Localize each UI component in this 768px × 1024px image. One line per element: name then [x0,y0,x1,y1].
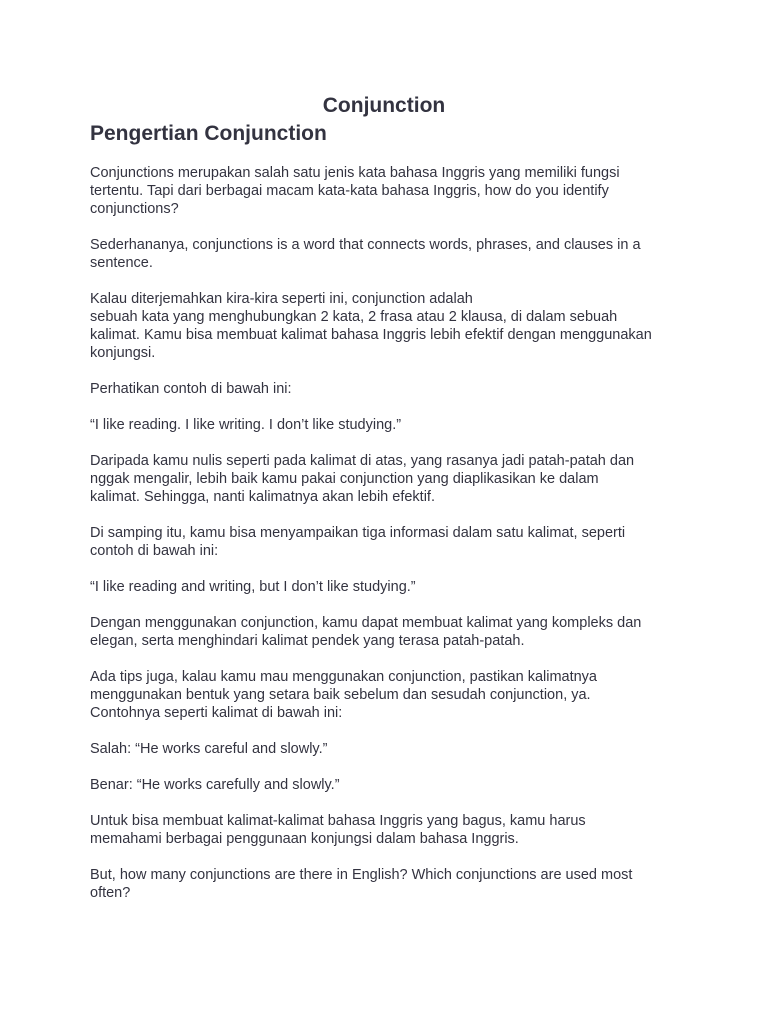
paragraph-line: menggunakan bentuk yang setara baik sebelum dan sesudah conjunction, ya. [90,687,591,703]
paragraph-line: Untuk bisa membuat kalimat-kalimat bahasa Inggris yang bagus, kamu harus [90,813,586,829]
paragraph-line: often? [90,885,131,901]
paragraph-line: memahami berbagai penggunaan konjungsi dalam bahasa Inggris. [90,831,519,847]
paragraph-line: kalimat. Kamu bisa membuat kalimat bahasa Inggris lebih efektif dengan menggunakan [90,327,652,343]
paragraph-question [90,866,690,902]
paragraph-line: But, how many conjunctions are there in English? Which conjunctions are used most [90,867,633,883]
paragraph-line: Sederhananya, conjunctions is a word that connects words, phrases, and clauses in a [90,237,641,253]
example-correct [90,776,690,794]
paragraph-explanation [90,452,690,506]
paragraph-line: nggak mengalir, lebih baik kamu pakai conjunction yang diaplikasikan ke dalam [90,471,599,487]
paragraph-line: Daripada kamu nulis seperti pada kalimat di atas, yang rasanya jadi patah-patah dan [90,453,635,469]
paragraph-definition-en [90,236,690,272]
paragraph-learning [90,812,690,848]
paragraph-tips [90,668,690,722]
paragraph-benefit [90,614,690,650]
paragraph-example-prompt [90,380,690,398]
example-sentence-choppy [90,416,690,434]
paragraph-definition-id [90,290,690,362]
paragraph-line: konjungsi. [90,345,156,361]
paragraph-line: Perhatikan contoh di bawah ini: [90,381,292,397]
paragraph-intro [90,164,690,218]
example-wrong [90,740,690,758]
paragraph-line: Dengan menggunakan conjunction, kamu dapat membuat kalimat yang kompleks dan [90,615,642,631]
paragraph-line: Contohnya seperti kalimat di bawah ini: [90,705,343,721]
paragraph-line: Di samping itu, kamu bisa menyampaikan tiga informasi dalam satu kalimat, seperti [90,525,626,541]
section-heading: Pengertian Conjunction [90,122,327,145]
paragraph-line: Conjunctions merupakan salah satu jenis kata bahasa Inggris yang memiliki fungsi [90,165,620,181]
paragraph-line: Salah: “He works careful and slowly.” [90,741,328,757]
paragraph-line: conjunctions? [90,201,179,217]
paragraph-line: sebuah kata yang menghubungkan 2 kata, 2 frasa atau 2 klausa, di dalam sebuah [90,309,618,325]
document-body [90,164,690,920]
paragraph-line: kalimat. Sehingga, nanti kalimatnya akan lebih efektif. [90,489,435,505]
paragraph-line: Ada tips juga, kalau kamu mau menggunakan conjunction, pastikan kalimatnya [90,669,597,685]
paragraph-line: Kalau diterjemahkan kira-kira seperti ini, conjunction adalah [90,291,473,307]
paragraph-line: Benar: “He works carefully and slowly.” [90,777,340,793]
document-title: Conjunction [322,94,446,117]
paragraph-line: “I like reading and writing, but I don’t like studying.” [90,579,416,595]
paragraph-line: elegan, serta menghindari kalimat pendek yang terasa patah-patah. [90,633,525,649]
paragraph-line: sentence. [90,255,153,271]
paragraph-three-info [90,524,690,560]
paragraph-line: contoh di bawah ini: [90,543,219,559]
paragraph-line: tertentu. Tapi dari berbagai macam kata-kata bahasa Inggris, how do you identify [90,183,609,199]
example-sentence-combined [90,578,690,596]
paragraph-line: “I like reading. I like writing. I don’t like studying.” [90,417,402,433]
